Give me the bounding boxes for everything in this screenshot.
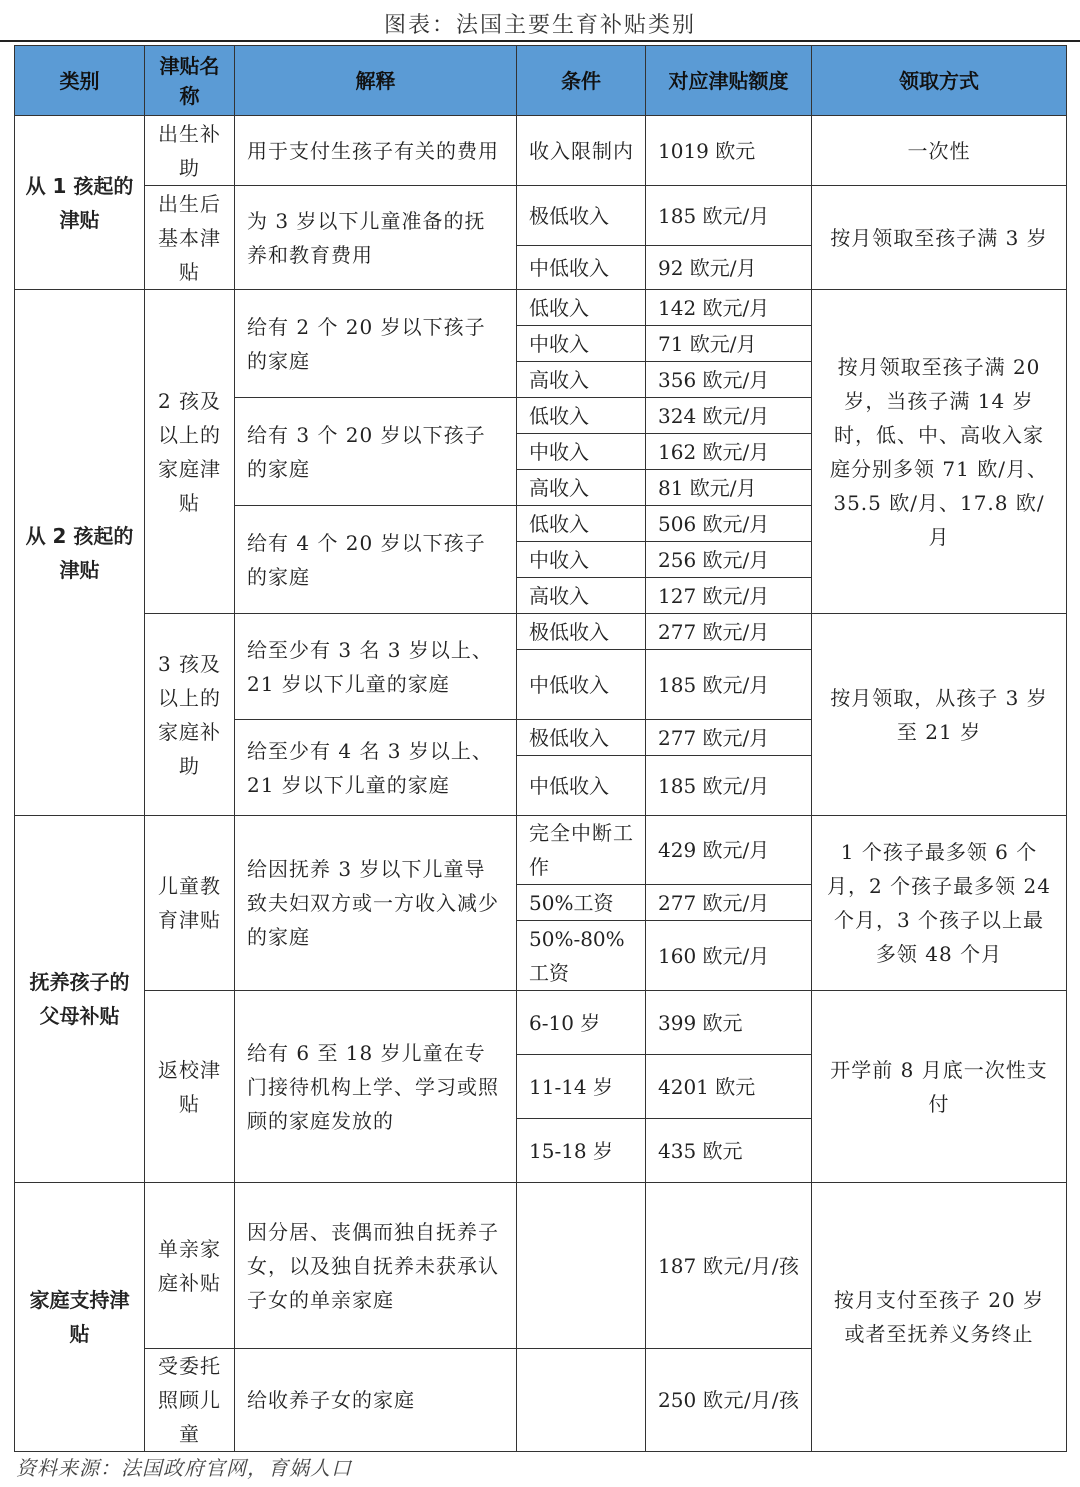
subsidy-desc: 给至少有 4 名 3 岁以上、21 岁以下儿童的家庭 (235, 720, 517, 816)
condition-cell: 中低收入 (517, 650, 646, 720)
header-row (15, 46, 1067, 116)
condition-cell: 极低收入 (517, 614, 646, 650)
group-label: 从 2 孩起的津贴 (15, 290, 145, 816)
condition-cell: 中低收入 (517, 246, 646, 290)
subsidy-name: 3 孩及以上的家庭补助 (145, 614, 235, 816)
condition-cell: 完全中断工作 (517, 816, 646, 885)
subsidy-desc: 给因抚养 3 岁以下儿童导致夫妇双方或一方收入减少的家庭 (235, 816, 517, 991)
table-row (15, 816, 1067, 885)
method-cell: 按月领取，从孩子 3 岁至 21 岁 (812, 614, 1067, 816)
header-method: 领取方式 (812, 46, 1067, 116)
subsidy-name: 2 孩及以上的家庭津贴 (145, 290, 235, 614)
condition-cell: 高收入 (517, 470, 646, 506)
subsidy-desc: 为 3 岁以下儿童准备的抚养和教育费用 (235, 186, 517, 290)
subsidy-name: 受委托照顾儿童 (145, 1349, 235, 1452)
amount-cell: 187 欧元/月/孩 (646, 1183, 812, 1349)
header-name: 津贴名称 (145, 46, 235, 116)
header-explain: 解释 (235, 46, 517, 116)
subsidy-desc: 给有 4 个 20 岁以下孩子的家庭 (235, 506, 517, 614)
amount-cell: 256 欧元/月 (646, 542, 812, 578)
method-cell: 按月支付至孩子 20 岁或者至抚养义务终止 (812, 1183, 1067, 1452)
amount-cell: 277 欧元/月 (646, 720, 812, 756)
method-cell: 按月领取至孩子满 20 岁，当孩子满 14 岁时，低、中、高收入家庭分别多领 71 欧/月、35.5 欧/月、17.8 欧/月 (812, 290, 1067, 614)
condition-cell (517, 1183, 646, 1349)
subsidy-desc: 给有 6 至 18 岁儿童在专门接待机构上学、学习或照顾的家庭发放的 (235, 991, 517, 1183)
subsidy-desc: 给收养子女的家庭 (235, 1349, 517, 1452)
condition-cell: 低收入 (517, 398, 646, 434)
condition-cell: 中收入 (517, 542, 646, 578)
condition-cell: 高收入 (517, 578, 646, 614)
amount-cell: 127 欧元/月 (646, 578, 812, 614)
amount-cell: 185 欧元/月 (646, 186, 812, 246)
group-label: 抚养孩子的父母补贴 (15, 816, 145, 1183)
amount-cell: 185 欧元/月 (646, 756, 812, 816)
table-row (15, 614, 1067, 650)
amount-cell: 92 欧元/月 (646, 246, 812, 290)
condition-cell: 15-18 岁 (517, 1119, 646, 1183)
amount-cell: 399 欧元 (646, 991, 812, 1055)
condition-cell: 极低收入 (517, 720, 646, 756)
condition-cell: 6-10 岁 (517, 991, 646, 1055)
group-label: 从 1 孩起的津贴 (15, 116, 145, 290)
amount-cell: 435 欧元 (646, 1119, 812, 1183)
amount-cell: 1019 欧元 (646, 116, 812, 186)
amount-cell: 429 欧元/月 (646, 816, 812, 885)
subsidy-desc: 用于支付生孩子有关的费用 (235, 116, 517, 186)
condition-cell: 收入限制内 (517, 116, 646, 186)
method-cell: 按月领取至孩子满 3 岁 (812, 186, 1067, 290)
subsidy-table (14, 45, 1067, 1452)
amount-cell: 162 欧元/月 (646, 434, 812, 470)
group-label: 家庭支持津贴 (15, 1183, 145, 1452)
table-row (15, 186, 1067, 246)
table-row (15, 1183, 1067, 1349)
subsidy-desc: 给至少有 3 名 3 岁以上、21 岁以下儿童的家庭 (235, 614, 517, 720)
condition-cell: 11-14 岁 (517, 1055, 646, 1119)
table-row (15, 116, 1067, 186)
header-category: 类别 (15, 46, 145, 116)
subsidy-name: 单亲家庭补贴 (145, 1183, 235, 1349)
method-cell: 一次性 (812, 116, 1067, 186)
subsidy-name: 出生后基本津贴 (145, 186, 235, 290)
condition-cell: 50%-80% 工资 (517, 921, 646, 991)
subsidy-name: 出生补助 (145, 116, 235, 186)
condition-cell: 极低收入 (517, 186, 646, 246)
subsidy-name: 返校津贴 (145, 991, 235, 1183)
condition-cell: 中低收入 (517, 756, 646, 816)
condition-cell: 低收入 (517, 290, 646, 326)
condition-cell: 中收入 (517, 434, 646, 470)
condition-cell: 高收入 (517, 362, 646, 398)
source-note: 资料来源：法国政府官网，育娲人口 (16, 1456, 352, 1480)
amount-cell: 277 欧元/月 (646, 614, 812, 650)
amount-cell: 81 欧元/月 (646, 470, 812, 506)
amount-cell: 185 欧元/月 (646, 650, 812, 720)
subsidy-desc: 给有 3 个 20 岁以下孩子的家庭 (235, 398, 517, 506)
amount-cell: 324 欧元/月 (646, 398, 812, 434)
header-amount: 对应津贴额度 (646, 46, 812, 116)
condition-cell: 50%工资 (517, 885, 646, 921)
condition-cell: 中收入 (517, 326, 646, 362)
figure-title: 图表：法国主要生育补贴类别 (383, 13, 696, 38)
method-cell: 1 个孩子最多领 6 个月，2 个孩子最多领 24 个月，3 个孩子以上最多领 48 个月 (812, 816, 1067, 991)
amount-cell: 506 欧元/月 (646, 506, 812, 542)
method-cell: 开学前 8 月底一次性支付 (812, 991, 1067, 1183)
subsidy-desc: 给有 2 个 20 岁以下孩子的家庭 (235, 290, 517, 398)
condition-cell (517, 1349, 646, 1452)
subsidy-desc: 因分居、丧偶而独自抚养子女，以及独自抚养未获承认子女的单亲家庭 (235, 1183, 517, 1349)
table-row (15, 290, 1067, 326)
amount-cell: 142 欧元/月 (646, 290, 812, 326)
amount-cell: 250 欧元/月/孩 (646, 1349, 812, 1452)
amount-cell: 71 欧元/月 (646, 326, 812, 362)
header-condition: 条件 (517, 46, 646, 116)
title-rule (0, 40, 1080, 42)
amount-cell: 160 欧元/月 (646, 921, 812, 991)
amount-cell: 4201 欧元 (646, 1055, 812, 1119)
amount-cell: 356 欧元/月 (646, 362, 812, 398)
condition-cell: 低收入 (517, 506, 646, 542)
table-row (15, 991, 1067, 1055)
amount-cell: 277 欧元/月 (646, 885, 812, 921)
subsidy-name: 儿童教育津贴 (145, 816, 235, 991)
